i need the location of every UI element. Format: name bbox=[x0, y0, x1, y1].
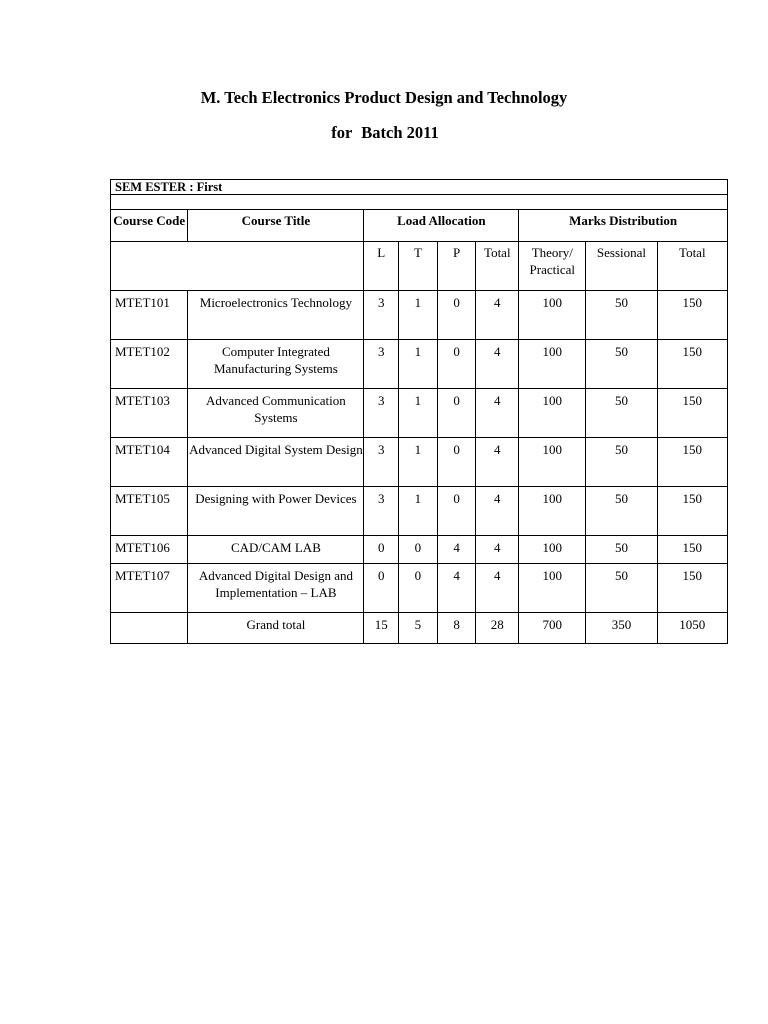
subheader-load-total: Total bbox=[476, 242, 519, 291]
grand-total-p: 8 bbox=[437, 613, 476, 644]
header-marks-distribution: Marks Distribution bbox=[519, 210, 728, 242]
load-p: 0 bbox=[437, 487, 476, 536]
table-row bbox=[111, 291, 728, 340]
grand-total-load: 28 bbox=[476, 613, 519, 644]
load-total: 4 bbox=[476, 340, 519, 389]
marks-total: 150 bbox=[657, 291, 727, 340]
load-t: 0 bbox=[399, 564, 438, 613]
batch-subtitle bbox=[0, 123, 768, 143]
load-l: 0 bbox=[364, 564, 399, 613]
load-l: 3 bbox=[364, 438, 399, 487]
course-title: CAD/CAM LAB bbox=[188, 536, 364, 564]
load-total: 4 bbox=[476, 487, 519, 536]
course-code: MTET105 bbox=[111, 487, 188, 536]
semester-row bbox=[111, 180, 728, 195]
subheader-blank bbox=[111, 242, 364, 291]
marks-total: 150 bbox=[657, 536, 727, 564]
semester-label: SEM ESTER : First bbox=[111, 180, 728, 195]
subheader-marks-total: Total bbox=[657, 242, 727, 291]
course-code: MTET104 bbox=[111, 438, 188, 487]
load-t: 0 bbox=[399, 536, 438, 564]
load-t: 1 bbox=[399, 291, 438, 340]
load-t: 1 bbox=[399, 389, 438, 438]
load-total: 4 bbox=[476, 389, 519, 438]
course-title: Advanced Digital System Design bbox=[188, 438, 364, 487]
course-schedule-table bbox=[110, 179, 728, 644]
marks-sessional: 50 bbox=[586, 291, 657, 340]
load-total: 4 bbox=[476, 564, 519, 613]
grand-total-t: 5 bbox=[399, 613, 438, 644]
table-row bbox=[111, 340, 728, 389]
load-t: 1 bbox=[399, 438, 438, 487]
grand-total-blank bbox=[111, 613, 188, 644]
marks-sessional: 50 bbox=[586, 340, 657, 389]
marks-theory: 100 bbox=[519, 438, 586, 487]
marks-total: 150 bbox=[657, 564, 727, 613]
marks-sessional: 50 bbox=[586, 438, 657, 487]
header-row bbox=[111, 210, 728, 242]
document-title: M. Tech Electronics Product Design and Technology bbox=[200, 88, 568, 107]
course-title: Advanced Communication Systems bbox=[188, 389, 364, 438]
for-label: for bbox=[331, 123, 353, 142]
grand-total-marks: 1050 bbox=[657, 613, 727, 644]
load-total: 4 bbox=[476, 438, 519, 487]
subheader-t: T bbox=[399, 242, 438, 291]
marks-total: 150 bbox=[657, 487, 727, 536]
spacer-cell bbox=[111, 195, 728, 210]
course-title: Designing with Power Devices bbox=[188, 487, 364, 536]
course-title: Advanced Digital Design and Implementation – LAB bbox=[188, 564, 364, 613]
load-t: 1 bbox=[399, 487, 438, 536]
load-p: 0 bbox=[437, 389, 476, 438]
load-total: 4 bbox=[476, 536, 519, 564]
marks-theory: 100 bbox=[519, 389, 586, 438]
marks-total: 150 bbox=[657, 340, 727, 389]
course-code: MTET106 bbox=[111, 536, 188, 564]
load-l: 3 bbox=[364, 389, 399, 438]
marks-total: 150 bbox=[657, 438, 727, 487]
table-row bbox=[111, 536, 728, 564]
header-course-code: Course Code bbox=[111, 210, 188, 242]
marks-theory: 100 bbox=[519, 340, 586, 389]
marks-theory: 100 bbox=[519, 487, 586, 536]
spacer-row bbox=[111, 195, 728, 210]
grand-total-sessional: 350 bbox=[586, 613, 657, 644]
batch-label: Batch 2011 bbox=[361, 123, 439, 142]
header-load-allocation: Load Allocation bbox=[364, 210, 519, 242]
load-t: 1 bbox=[399, 340, 438, 389]
header-course-title: Course Title bbox=[188, 210, 364, 242]
course-title: Microelectronics Technology bbox=[188, 291, 364, 340]
course-code: MTET103 bbox=[111, 389, 188, 438]
subheader-theory-practical: Theory/ Practical bbox=[519, 242, 586, 291]
marks-sessional: 50 bbox=[586, 564, 657, 613]
load-l: 3 bbox=[364, 487, 399, 536]
course-code: MTET107 bbox=[111, 564, 188, 613]
subheader-p: P bbox=[437, 242, 476, 291]
load-p: 4 bbox=[437, 536, 476, 564]
load-total: 4 bbox=[476, 291, 519, 340]
marks-theory: 100 bbox=[519, 536, 586, 564]
marks-sessional: 50 bbox=[586, 487, 657, 536]
course-title: Computer Integrated Manufacturing Systems bbox=[188, 340, 364, 389]
marks-total: 150 bbox=[657, 389, 727, 438]
load-p: 0 bbox=[437, 340, 476, 389]
course-code: MTET101 bbox=[111, 291, 188, 340]
subheader-l: L bbox=[364, 242, 399, 291]
load-l: 3 bbox=[364, 340, 399, 389]
load-l: 0 bbox=[364, 536, 399, 564]
marks-sessional: 50 bbox=[586, 536, 657, 564]
load-p: 4 bbox=[437, 564, 476, 613]
table-row bbox=[111, 487, 728, 536]
grand-total-label: Grand total bbox=[188, 613, 364, 644]
load-p: 0 bbox=[437, 291, 476, 340]
grand-total-l: 15 bbox=[364, 613, 399, 644]
table-row bbox=[111, 564, 728, 613]
load-l: 3 bbox=[364, 291, 399, 340]
grand-total-row bbox=[111, 613, 728, 644]
course-code: MTET102 bbox=[111, 340, 188, 389]
grand-total-theory: 700 bbox=[519, 613, 586, 644]
load-p: 0 bbox=[437, 438, 476, 487]
subheader-sessional: Sessional bbox=[586, 242, 657, 291]
table-row bbox=[111, 438, 728, 487]
subheader-row bbox=[111, 242, 728, 291]
marks-theory: 100 bbox=[519, 291, 586, 340]
table-row bbox=[111, 389, 728, 438]
marks-theory: 100 bbox=[519, 564, 586, 613]
marks-sessional: 50 bbox=[586, 389, 657, 438]
